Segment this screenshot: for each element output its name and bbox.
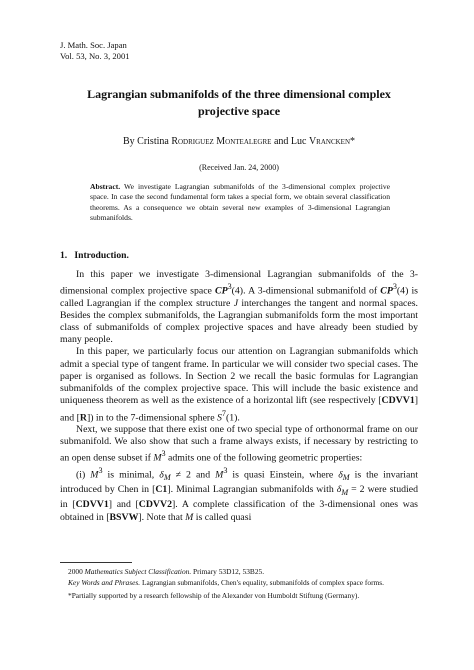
p4-text-d: is quasi Einstein, where — [227, 469, 339, 481]
p4-sub1: M — [163, 473, 171, 483]
p4-sub3: M — [341, 488, 349, 498]
p1-math-j: J — [233, 297, 239, 309]
author-1-first: Cristina — [137, 136, 172, 147]
section-title: Introduction. — [74, 250, 129, 261]
p1-math-cp: CP — [215, 285, 228, 297]
paragraph-3 — [60, 424, 418, 465]
citation-r: R — [79, 411, 87, 423]
p4-text-b: is minimal, — [102, 469, 160, 481]
citation-bsvw: BSVW — [109, 511, 139, 523]
p4-text-k: is called quasi — [193, 511, 252, 523]
p4-text-h: ] and [ — [108, 499, 139, 511]
citation-cdvv2: CDVV2 — [138, 499, 172, 511]
msc-heading: Mathematics Subject Classification. — [84, 567, 192, 576]
p4-text-i: ]. A complete classification of the 3-dimensional ones was obtained in [ — [60, 499, 418, 523]
citation-c1: C1 — [155, 484, 168, 496]
p4-sup2: 3 — [223, 465, 228, 475]
footnote-msc — [60, 567, 418, 577]
title-line-2: projective space — [197, 104, 281, 118]
paragraph-1 — [60, 269, 418, 346]
paragraph-4 — [60, 465, 418, 524]
section-number: 1. — [60, 250, 68, 261]
footnote-keywords — [60, 578, 418, 588]
p1-sup-2: 3 — [392, 282, 397, 292]
p4-text-j: ]. Note that — [138, 511, 186, 523]
p4-delta2: δ — [338, 469, 343, 481]
body-text — [60, 269, 418, 524]
p2-sup: 7 — [221, 408, 226, 418]
author-line — [60, 136, 418, 148]
p3-text-a: Next, we suppose that there exist one of two special type of orthonormal frame on our submanifold. We also show that such a frame always exists, if necessary by restricting to an open dense subset if — [60, 423, 418, 464]
p1-text-b: A 3-dimensional submanifold of — [245, 285, 381, 297]
p4-text-c: ≠ 2 and — [170, 469, 216, 481]
journal-volume: Vol. 53, No. 3, 2001 — [60, 51, 130, 61]
abstract — [90, 182, 390, 223]
keywords-heading: Key Words and Phrases. — [68, 577, 141, 587]
p1-arg-2: (4) — [396, 285, 409, 297]
title-line-1: Lagrangian submanifolds of the three dimensional complex — [87, 87, 391, 101]
p2-text-d: (1). — [225, 411, 240, 423]
journal-name: J. Math. Soc. Japan — [60, 40, 127, 50]
p4-math-m3: M — [185, 511, 194, 523]
footnote-support: *Partially supported by a research fellowship of the Alexander von Humboldt Stiftung (Germany). — [68, 590, 360, 600]
p2-text-b: ] and [ — [60, 395, 418, 423]
msc-text: Primary 53D12, 53B25. — [191, 567, 265, 576]
abstract-label: Abstract. — [90, 182, 121, 191]
author-2-last: Vrancken — [308, 136, 350, 147]
received-date: (Received Jan. 24, 2000) — [199, 163, 279, 172]
p3-sup: 3 — [161, 449, 166, 459]
p3-text-b: admits one of the following geometric properties: — [165, 452, 363, 464]
p1-math-cp-2: CP — [380, 285, 393, 297]
p3-math-m: M — [153, 452, 162, 464]
p4-math-m1: M — [90, 469, 99, 481]
p2-math-s: S — [217, 411, 222, 423]
footnote-rule — [60, 562, 132, 563]
by-word: By — [122, 136, 138, 147]
abstract-text: We investigate Lagrangian submanifolds of the 3-dimensional complex projective space. In case the second fundamental form takes a special form, we obtain several classification theorems. As a consequence we obtain several new examples of 3-dimensional Lagrangian submanifolds. — [90, 182, 390, 222]
p4-delta3: δ — [336, 484, 342, 496]
keywords-text: Lagrangian submanifolds, Chen's equality, submanifolds of complex space forms. — [140, 577, 385, 587]
p1-text-a: In this paper we investigate 3-dimensional Lagrangian submanifolds of the 3-dimensional complex projective space — [60, 269, 418, 297]
p4-math-m2: M — [215, 469, 224, 481]
footnote-marker: * — [350, 136, 355, 147]
p1-sup: 3 — [227, 282, 232, 292]
section-heading — [60, 250, 129, 262]
paragraph-2 — [60, 346, 418, 423]
p2-text-a: In this paper, we particularly focus our attention on Lagrangian submanifolds which admit a special type of tangent frame. In particular we will consider two special cases. The paper is organised as follows. In Section 2 we recall the basic formulas for Lagrangian submanifolds of the complex projective space. This will include the basic existence and uniqueness theorem as well as the existence of a horizontal lift (see respectively [ — [60, 346, 418, 407]
p4-sup1: 3 — [98, 465, 103, 475]
p4-delta1: δ — [159, 469, 164, 481]
author-1-last: Rodriguez Montealegre — [171, 136, 272, 147]
p4-sub2: M — [342, 473, 350, 483]
p4-text-a: (i) — [76, 469, 91, 481]
p4-text-e: is the invariant introduced by Chen in [ — [60, 469, 418, 496]
p1-arg: (4). — [231, 285, 246, 297]
footnotes — [60, 567, 418, 600]
journal-header — [60, 40, 130, 62]
citation-cdvv1-b: CDVV1 — [75, 499, 109, 511]
msc-label: 2000 — [68, 567, 85, 576]
citation-cdvv1: CDVV1 — [381, 395, 415, 407]
p4-text-f: ]. Minimal Lagrangian submanifolds with — [167, 484, 337, 496]
p1-text-c: is called Lagrangian if the complex structure — [60, 285, 418, 309]
author-2-first: Luc — [290, 136, 309, 147]
p1-text-d: interchanges the tangent and normal spaces. Besides the complex submanifolds, the Lagrangian submanifolds form the most important class of submanifolds of complex projective spaces and have already been studied by many people. — [60, 297, 418, 346]
and-word: and — [271, 136, 291, 147]
p2-text-c: ]) in to the 7-dimensional sphere — [86, 411, 217, 423]
paper-title — [60, 86, 418, 120]
p4-text-g: = 2 were studied in [ — [60, 484, 418, 511]
